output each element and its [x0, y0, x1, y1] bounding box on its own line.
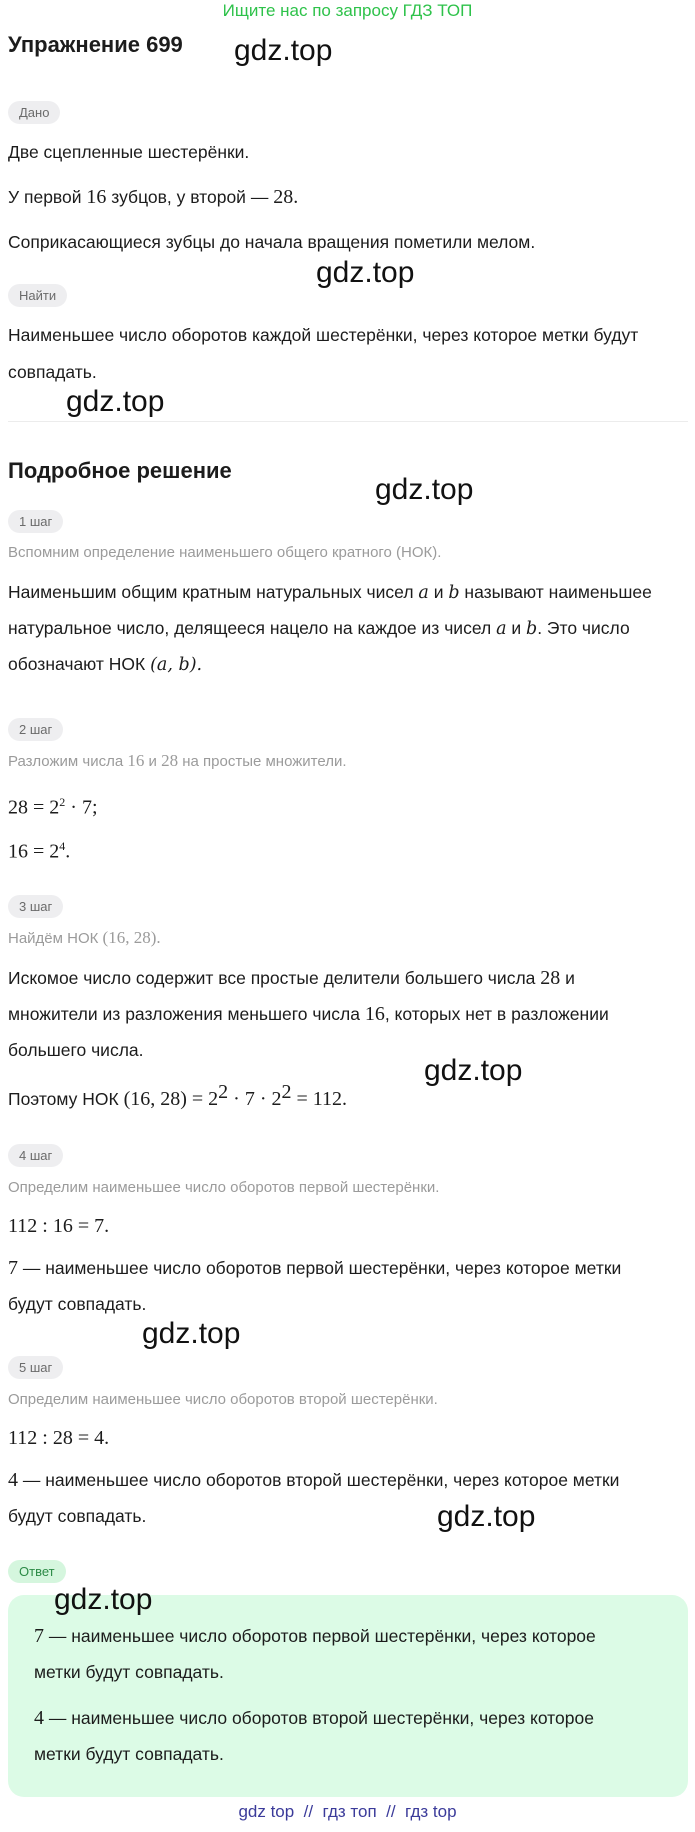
- watermark: gdz.top: [142, 1317, 241, 1350]
- number: 4: [34, 1707, 44, 1729]
- step-3-line-4: [8, 1074, 347, 1117]
- step-5-equation: 112 : 28 = 4.: [8, 1427, 110, 1449]
- formula: · 7;: [65, 796, 98, 819]
- find-line-1: Наименьшее число оборотов каждой шестерёнки, через которое метки будут: [8, 325, 639, 345]
- number: 16: [364, 1003, 385, 1025]
- step-1-tag: 1 шаг: [8, 510, 63, 533]
- footer-separator: //: [376, 1802, 406, 1821]
- text: и: [506, 618, 526, 638]
- number: 4: [8, 1469, 18, 1491]
- text: множители из разложения меньшего числа: [8, 1004, 365, 1024]
- text: Найдём НОК: [8, 930, 103, 947]
- solution-title: Подробное решение: [8, 458, 232, 483]
- footer-links: [0, 1802, 695, 1822]
- text: У первой: [8, 187, 87, 207]
- given-tag: Дано: [8, 101, 60, 124]
- text: и: [560, 968, 575, 988]
- divider: [8, 421, 688, 422]
- text: Разложим числа: [8, 753, 128, 770]
- number: 28: [540, 967, 561, 989]
- text: обозначают НОК: [8, 654, 151, 674]
- number: 28.: [273, 186, 299, 208]
- step-2-tag-wrap: [8, 718, 63, 741]
- text: Поэтому НОК: [8, 1088, 124, 1109]
- answer-line-2: метки будут совпадать.: [34, 1662, 224, 1682]
- number: 16: [127, 751, 145, 770]
- text: называют наименьшее: [459, 582, 652, 602]
- answer-tag-wrap: [8, 1560, 66, 1583]
- step-5-tag-wrap: [8, 1356, 63, 1379]
- answer-tag: Ответ: [8, 1560, 66, 1583]
- footer-link-gdz-top-mixed[interactable]: гдз top: [405, 1802, 457, 1821]
- number: 16: [86, 186, 107, 208]
- variable: a: [496, 619, 507, 639]
- answer-line-3: [34, 1700, 594, 1736]
- watermark: gdz.top: [375, 473, 474, 506]
- variable: a: [418, 583, 429, 603]
- step-1-line-1: [8, 574, 652, 611]
- step-1-line-2: [8, 610, 630, 647]
- formula: (16, 28) = 2: [123, 1087, 219, 1110]
- text: — наименьшее число оборотов первой шестерёнки, через которое: [44, 1626, 596, 1646]
- watermark: gdz.top: [234, 34, 333, 67]
- given-line-1: Две сцепленные шестерёнки.: [8, 142, 250, 162]
- step-3-line-3: большего числа.: [8, 1040, 144, 1060]
- text: и: [144, 753, 162, 770]
- find-line-2: совпадать.: [8, 362, 97, 382]
- text: , которых нет в разложении: [384, 1004, 609, 1024]
- step-5-hint: Определим наименьшее число оборотов второй шестерёнки.: [8, 1391, 438, 1408]
- text: на простые множители.: [178, 753, 347, 770]
- variable: b: [448, 583, 460, 603]
- step-1-tag-wrap: [8, 510, 63, 533]
- answer-line-1: [34, 1618, 596, 1654]
- step-5-line-1: [8, 1462, 619, 1498]
- formula: 28 = 2: [8, 796, 60, 819]
- number: 7: [34, 1625, 44, 1647]
- text: — наименьшее число оборотов второй шестерёнки, через которое метки: [18, 1470, 620, 1490]
- step-4-line-1: [8, 1250, 621, 1286]
- step-5-line-2: будут совпадать.: [8, 1506, 147, 1526]
- text: — наименьшее число оборотов второй шестерёнки, через которое: [44, 1708, 594, 1728]
- search-banner: Ищите нас по запросу ГДЗ ТОП: [222, 1, 473, 20]
- step-2-equation-2: [8, 828, 70, 870]
- find-tag: Найти: [8, 284, 67, 307]
- step-2-equation-1: [8, 784, 98, 826]
- given-line-2: [8, 179, 298, 215]
- footer-separator: //: [294, 1802, 323, 1821]
- variable: b: [526, 619, 538, 639]
- text: Наименьшим общим кратным натуральных чисел: [8, 582, 419, 602]
- step-2-tag: 2 шаг: [8, 718, 63, 741]
- step-2-hint: [8, 750, 347, 773]
- step-4-line-2: будут совпадать.: [8, 1294, 147, 1314]
- formula: · 7 · 2: [228, 1087, 282, 1110]
- step-5-tag: 5 шаг: [8, 1356, 63, 1379]
- step-4-tag-wrap: [8, 1144, 63, 1167]
- step-1-hint: Вспомним определение наименьшего общего кратного (НОК).: [8, 544, 442, 561]
- watermark: gdz.top: [424, 1054, 523, 1087]
- formula: .: [65, 840, 71, 863]
- given-section: [8, 101, 60, 124]
- exponent: 2: [281, 1081, 292, 1103]
- formula: (a, b).: [150, 655, 203, 675]
- text: — наименьшее число оборотов первой шестерёнки, через которое метки: [18, 1258, 622, 1278]
- number: 28: [161, 751, 179, 770]
- step-1-line-3: [8, 646, 202, 683]
- find-section: [8, 284, 67, 307]
- step-3-hint: [8, 927, 161, 950]
- footer-link-gdz-top-ru[interactable]: гдз топ: [322, 1802, 377, 1821]
- step-3-line-1: [8, 960, 575, 996]
- watermark: gdz.top: [66, 385, 165, 418]
- watermark: gdz.top: [54, 1583, 153, 1616]
- formula: = 112.: [291, 1087, 348, 1110]
- formula: 16 = 2: [8, 840, 60, 863]
- answer-line-4: метки будут совпадать.: [34, 1744, 224, 1764]
- given-line-3: Соприкасающиеся зубцы до начала вращения пометили мелом.: [8, 232, 536, 252]
- text: . Это число: [537, 618, 630, 638]
- exponent: 2: [59, 795, 66, 809]
- step-4-equation: 112 : 16 = 7.: [8, 1215, 110, 1237]
- footer-link-gdz-top[interactable]: gdz top: [238, 1802, 295, 1821]
- page-title: Упражнение 699: [8, 32, 183, 57]
- exponent: 4: [59, 839, 66, 853]
- step-4-hint: Определим наименьшее число оборотов первой шестерёнки.: [8, 1179, 440, 1196]
- exponent: 2: [218, 1081, 229, 1103]
- text: и: [428, 582, 449, 602]
- number: 7: [8, 1257, 18, 1279]
- step-4-tag: 4 шаг: [8, 1144, 63, 1167]
- text: Искомое число содержит все простые делители большего числа: [8, 968, 541, 988]
- step-3-tag: 3 шаг: [8, 895, 63, 918]
- watermark: gdz.top: [437, 1500, 536, 1533]
- text: зубцов, у второй —: [106, 187, 274, 207]
- watermark: gdz.top: [316, 256, 415, 289]
- step-3-line-2: [8, 996, 609, 1032]
- formula: (16, 28).: [102, 928, 161, 947]
- step-3-tag-wrap: [8, 895, 63, 918]
- text: натуральное число, делящееся нацело на каждое из чисел: [8, 618, 497, 638]
